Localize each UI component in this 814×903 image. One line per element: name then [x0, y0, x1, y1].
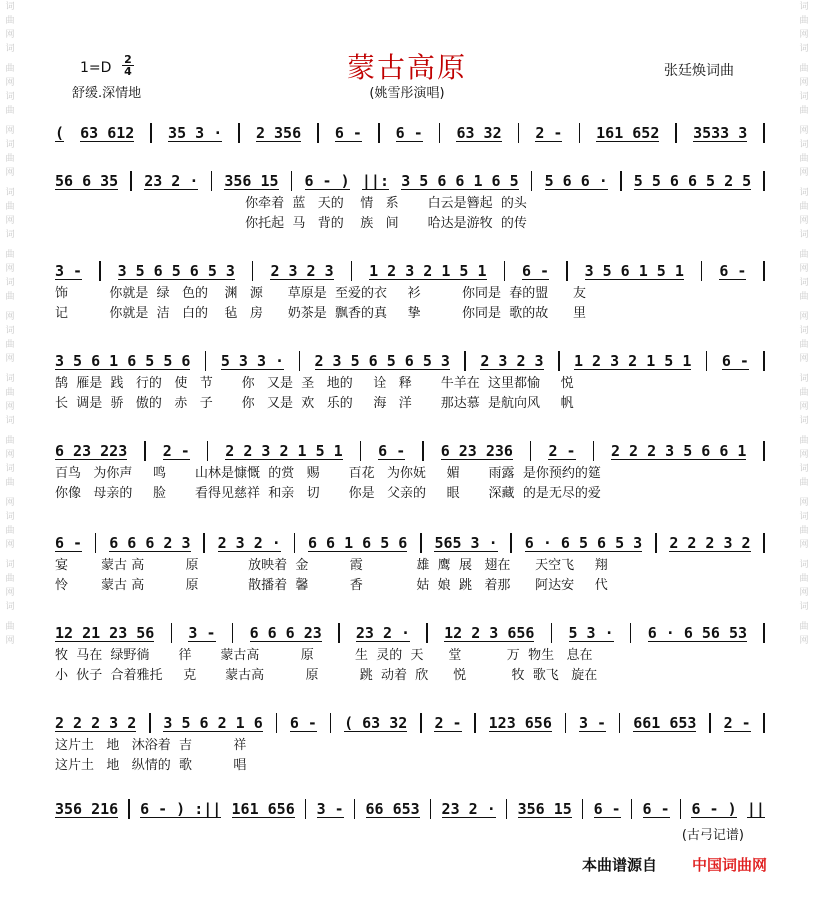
measure: 63 32 [456, 123, 502, 142]
measure: 2 - [434, 713, 462, 732]
measure: 2 3 5 6 5 6 5 3 [314, 351, 450, 370]
watermark-char: 网 [5, 498, 15, 508]
bar-line [701, 261, 703, 281]
lyric-verse-2: 你像 母亲的 脸 看得见慈祥 和亲 切 你是 父亲的 眼 深藏 的是无尽的爱 [55, 486, 601, 501]
measure: 565 3 · [434, 533, 498, 552]
watermark-char: 网 [5, 78, 15, 88]
watermark-char: 网 [799, 588, 809, 598]
watermark-char: 网 [5, 402, 15, 412]
measure: 5 3 · [568, 623, 614, 642]
composer-credit: 张廷焕词曲 [664, 63, 734, 79]
watermark-char: 词 [5, 326, 15, 336]
watermark-char: 词 [799, 602, 809, 612]
bar-line [763, 441, 765, 461]
watermark-char: 词 [799, 278, 809, 288]
measure: 35 3 · [168, 123, 223, 142]
measure: 2 356 [255, 123, 302, 142]
measure: 6 6 6 23 [249, 623, 322, 642]
measure: 2 2 2 3 2 [669, 533, 751, 552]
bar-line [464, 351, 466, 371]
watermark-char: 曲 [5, 622, 15, 632]
watermark-char: 网 [5, 216, 15, 226]
watermark-char: 网 [799, 498, 809, 508]
bar-line [305, 799, 307, 819]
measure: 66 653 [365, 799, 420, 818]
watermark-char: 网 [799, 450, 809, 460]
notation-row [55, 120, 765, 146]
measure: 3 5 6 1 5 1 [584, 261, 684, 280]
bar-line [149, 713, 151, 733]
measure: 2 - [162, 441, 190, 460]
bar-line [504, 261, 506, 281]
score-line [55, 168, 765, 234]
bar-line [763, 351, 765, 371]
measure: 2 - [548, 441, 576, 460]
bar-line [317, 123, 319, 143]
bar-line [763, 171, 765, 191]
watermark-char: 曲 [5, 250, 15, 260]
score-line [55, 710, 765, 776]
measure: 6 - ) :|| [140, 799, 222, 818]
bar-line [518, 123, 520, 143]
watermark-right [797, 0, 811, 903]
measure: 1 2 3 2 1 5 1 [574, 351, 692, 370]
bar-line [706, 351, 708, 371]
watermark-char: 词 [5, 464, 15, 474]
bar-line [426, 623, 428, 643]
watermark-char: 词 [5, 416, 15, 426]
measure: ||: [361, 171, 389, 190]
watermark-char: 词 [5, 602, 15, 612]
measure: 5 3 3 · [220, 351, 285, 370]
bar-line [551, 623, 553, 643]
bar-line [360, 441, 362, 461]
watermark-char: 曲 [5, 574, 15, 584]
bar-line [420, 533, 422, 553]
watermark-char: 曲 [799, 436, 809, 446]
measure: 6 - [522, 261, 550, 280]
notation-row [55, 258, 765, 284]
bar-line [619, 713, 621, 733]
bar-line [558, 351, 560, 371]
bar-line [232, 623, 234, 643]
watermark-char: 曲 [5, 202, 15, 212]
site-name: 中国词曲网 [692, 856, 768, 874]
watermark-char: 网 [5, 588, 15, 598]
measure: 3 5 6 6 1 6 5 [401, 171, 519, 190]
bar-line [351, 261, 353, 281]
measure: 6 - [289, 713, 317, 732]
watermark-char: 曲 [5, 340, 15, 350]
watermark-char: 曲 [5, 106, 15, 116]
watermark-char: 曲 [799, 202, 809, 212]
watermark-char: 词 [799, 416, 809, 426]
meter-bottom: 4 [122, 65, 134, 77]
measure: 3533 3 [693, 123, 748, 142]
bar-line [565, 713, 567, 733]
measure: 2 3 2 3 [480, 351, 544, 370]
measure: 6 - ) [304, 171, 350, 190]
watermark-char: 曲 [799, 250, 809, 260]
measure: 3 - [188, 623, 216, 642]
lyric-verse-2: 你托起 马 背的 族 间 哈达是游牧 的传 [55, 216, 527, 231]
measure: 23 2 · [355, 623, 411, 642]
watermark-char: 词 [799, 44, 809, 54]
watermark-char: 词 [799, 140, 809, 150]
watermark-char: 词 [799, 512, 809, 522]
bar-line [338, 623, 340, 643]
watermark-char: 曲 [5, 526, 15, 536]
bar-line [330, 713, 332, 733]
bar-line [530, 441, 532, 461]
watermark-char: 曲 [799, 154, 809, 164]
measure: 6 - [719, 261, 747, 280]
bar-line [378, 123, 380, 143]
watermark-char: 曲 [799, 340, 809, 350]
bar-line [354, 799, 356, 819]
tempo-marking: 舒缓.深情地 [72, 86, 142, 101]
watermark-char: 曲 [5, 64, 15, 74]
singer-credit: (姚雪彤演唱) [369, 86, 445, 101]
watermark-char: 词 [799, 464, 809, 474]
measure: 6 23 236 [440, 441, 513, 460]
measure: 12 2 3 656 [444, 623, 535, 642]
bar-line [763, 533, 765, 553]
lyric-verse-1: 牧 马在 绿野徜 徉 蒙古高 原 生 灵的 天 堂 万 物生 息在 [55, 648, 593, 663]
lyric-verse-2: 长 调是 骄 傲的 赤 子 你 又是 欢 乐的 海 洋 那达慕 是航向风 帆 [55, 396, 574, 411]
bar-line [630, 623, 632, 643]
watermark-char: 词 [5, 92, 15, 102]
score-line [55, 120, 765, 146]
bar-line [299, 351, 301, 371]
notation-row [55, 710, 765, 736]
bar-line [763, 123, 765, 143]
bar-line [709, 713, 711, 733]
measure: 5 6 6 · [544, 171, 608, 190]
measure: 63 612 [80, 123, 135, 142]
measure: 6 - [593, 799, 621, 818]
measure: 6 - [642, 799, 670, 818]
watermark-char: 曲 [799, 64, 809, 74]
watermark-char: 网 [5, 126, 15, 136]
watermark-char: 网 [5, 312, 15, 322]
bar-line [99, 261, 101, 281]
bar-line [655, 533, 657, 553]
lyric-verse-1: 百鸟 为你声 鸣 山林是慷慨 的赏 赐 百花 为你妩 媚 雨露 是你预约的筵 [55, 466, 601, 481]
notation-row [55, 620, 765, 646]
bar-line [294, 533, 296, 553]
watermark-char: 网 [799, 30, 809, 40]
notation-row [55, 168, 765, 194]
measure: 12 21 23 56 [55, 623, 155, 642]
watermark-char: 词 [5, 188, 15, 198]
watermark-char: 曲 [799, 292, 809, 302]
measure: 56 6 35 [55, 171, 119, 190]
watermark-char: 曲 [799, 388, 809, 398]
bar-line [203, 533, 205, 553]
measure: 3 5 6 1 6 5 5 6 [55, 351, 191, 370]
watermark-char: 词 [799, 326, 809, 336]
measure: 5 5 6 6 5 2 5 [633, 171, 752, 190]
key-signature: 1=D [80, 60, 112, 76]
watermark-char: 曲 [5, 478, 15, 488]
watermark-char: 词 [799, 560, 809, 570]
measure: 3 5 6 2 1 6 [163, 713, 263, 732]
bar-line [95, 533, 97, 553]
watermark-char: 曲 [799, 478, 809, 488]
notation-row [55, 530, 765, 556]
score-line [55, 796, 765, 822]
watermark-char: 网 [799, 126, 809, 136]
lyric-verse-1: 这片土 地 沐浴着 吉 祥 [55, 738, 247, 753]
measure: 6 - [395, 123, 423, 142]
bar-line [252, 261, 254, 281]
lyric-verse-2: 这片土 地 纵情的 歌 唱 [55, 758, 247, 773]
watermark-char: 词 [799, 188, 809, 198]
bar-line [531, 171, 533, 191]
bar-line [439, 123, 441, 143]
bar-line [593, 441, 595, 461]
notation-row [55, 438, 765, 464]
bar-line [207, 441, 209, 461]
measure: 356 15 [517, 799, 572, 818]
measure: 23 2 · [441, 799, 496, 818]
lyric-verse-2: 小 伙子 合着雅托 克 蒙古高 原 跳 动着 欣 悦 牧 歌飞 旋在 [55, 668, 598, 683]
lyric-verse-2: 记 你就是 洁 白的 毡 房 奶茶是 飘香的真 挚 你同是 歌的故 里 [55, 306, 587, 321]
watermark-char: 网 [5, 30, 15, 40]
measure: 3 - [55, 261, 83, 280]
watermark-char: 网 [5, 540, 15, 550]
source-label: 本曲谱源自 [582, 856, 658, 874]
watermark-char: 网 [799, 636, 809, 646]
watermark-char: 曲 [5, 292, 15, 302]
bar-line [171, 623, 173, 643]
measure: 6 · 6 56 53 [647, 623, 748, 642]
transcriber-credit: (古弓记谱) [681, 828, 744, 843]
bar-line [506, 799, 508, 819]
watermark-char: 曲 [799, 106, 809, 116]
bar-line [150, 123, 152, 143]
lyric-verse-1: 宴 蒙古 高 原 放映着 金 霞 雄 鹰 展 翅在 天空飞 翔 [55, 558, 608, 573]
watermark-char: 网 [799, 264, 809, 274]
watermark-char: 网 [5, 264, 15, 274]
measure: 2 - [535, 123, 563, 142]
watermark-char: 曲 [799, 622, 809, 632]
watermark-char: 词 [5, 512, 15, 522]
measure: 6 - [334, 123, 362, 142]
watermark-char: 网 [799, 354, 809, 364]
lyric-verse-1: 鹄 雁是 践 行的 使 节 你 又是 圣 地的 诠 释 牛羊在 这里都愉 悦 [55, 376, 574, 391]
lyric-verse-1: 你牵着 蓝 天的 情 系 白云是簪起 的头 [55, 196, 527, 211]
watermark-left [3, 0, 17, 903]
measure: 2 2 2 3 2 [55, 713, 137, 732]
bar-line [675, 123, 677, 143]
meter-top: 2 [124, 53, 132, 66]
measure: 161 652 [596, 123, 660, 142]
watermark-char: 网 [799, 168, 809, 178]
bar-line [128, 799, 130, 819]
watermark-char: 词 [5, 560, 15, 570]
bar-line [420, 713, 422, 733]
bar-line [582, 799, 584, 819]
watermark-char: 曲 [5, 16, 15, 26]
watermark-char: 曲 [799, 574, 809, 584]
watermark-char: 词 [5, 44, 15, 54]
bar-line [144, 441, 146, 461]
watermark-char: 词 [5, 278, 15, 288]
lyric-verse-1: 饰 你就是 绿 色的 渊 源 草原是 至爱的衣 衫 你同是 春的盟 友 [55, 286, 587, 301]
measure: 6 6 1 6 5 6 [307, 533, 408, 552]
watermark-char: 网 [799, 78, 809, 88]
measure: 6 · 6 5 6 5 3 [524, 533, 643, 552]
watermark-char: 曲 [5, 154, 15, 164]
bar-line [211, 171, 213, 191]
measure: 6 - ) [691, 799, 737, 818]
measure: 356 15 [224, 171, 279, 190]
bar-line [291, 171, 293, 191]
measure: 2 2 3 2 1 5 1 [225, 441, 343, 460]
bar-line [620, 171, 622, 191]
watermark-char: 词 [799, 230, 809, 240]
score-header [0, 40, 814, 110]
bar-line [238, 123, 240, 143]
watermark-char: 词 [799, 2, 809, 12]
measure: 6 - [378, 441, 406, 460]
watermark-char: 词 [5, 374, 15, 384]
measure: ( [55, 123, 65, 142]
measure: 123 656 [488, 713, 552, 732]
watermark-char: 曲 [799, 16, 809, 26]
score-line [55, 620, 765, 686]
measure: 6 - [55, 533, 83, 552]
bar-line [474, 713, 476, 733]
measure: 3 - [579, 713, 607, 732]
watermark-char: 网 [5, 168, 15, 178]
watermark-char: 词 [5, 140, 15, 150]
bar-line [205, 351, 207, 371]
time-signature [122, 54, 134, 77]
measure: 6 23 223 [55, 441, 128, 460]
bar-line [631, 799, 633, 819]
watermark-char: 词 [799, 374, 809, 384]
watermark-char: 网 [799, 402, 809, 412]
bar-line [680, 799, 682, 819]
measure: || [746, 799, 765, 818]
bar-line [430, 799, 432, 819]
bar-line [510, 533, 512, 553]
watermark-char: 词 [799, 92, 809, 102]
bar-line [579, 123, 581, 143]
bar-line [276, 713, 278, 733]
measure: 23 2 · [144, 171, 199, 190]
measure: 2 3 2 3 [270, 261, 334, 280]
watermark-char: 曲 [799, 526, 809, 536]
notation-row [55, 348, 765, 374]
measure: 661 653 [633, 713, 697, 732]
measure: 161 656 [231, 799, 295, 818]
score-line [55, 530, 765, 596]
score-line [55, 258, 765, 324]
bar-line [566, 261, 568, 281]
watermark-char: 网 [799, 540, 809, 550]
measure: ( 63 32 [344, 713, 408, 732]
measure: 2 3 2 · [217, 533, 281, 552]
measure: 3 5 6 5 6 5 3 [117, 261, 235, 280]
measure: 2 - [723, 713, 751, 732]
score-line [55, 348, 765, 414]
measure: 6 - [721, 351, 749, 370]
watermark-char: 词 [5, 2, 15, 12]
watermark-char: 网 [5, 636, 15, 646]
watermark-char: 词 [5, 230, 15, 240]
measure: 6 6 6 2 3 [109, 533, 191, 552]
bar-line [130, 171, 132, 191]
watermark-char: 网 [5, 354, 15, 364]
lyric-verse-2: 怜 蒙古 高 原 散播着 馨 香 姑 娘 跳 着那 阿达安 代 [55, 578, 608, 593]
measure: 3 - [316, 799, 344, 818]
watermark-char: 网 [799, 312, 809, 322]
bar-line [763, 623, 765, 643]
bar-line [422, 441, 424, 461]
watermark-char: 曲 [5, 436, 15, 446]
bar-line [763, 713, 765, 733]
measure: 2 2 2 3 5 6 6 1 [611, 441, 747, 460]
bar-line [763, 261, 765, 281]
measure: 1 2 3 2 1 5 1 [369, 261, 487, 280]
song-title: 蒙古高原 [346, 51, 467, 84]
score-line [55, 438, 765, 504]
measure: 356 216 [55, 799, 119, 818]
watermark-char: 网 [5, 450, 15, 460]
notation-row [55, 796, 765, 822]
watermark-char: 网 [799, 216, 809, 226]
watermark-char: 曲 [5, 388, 15, 398]
